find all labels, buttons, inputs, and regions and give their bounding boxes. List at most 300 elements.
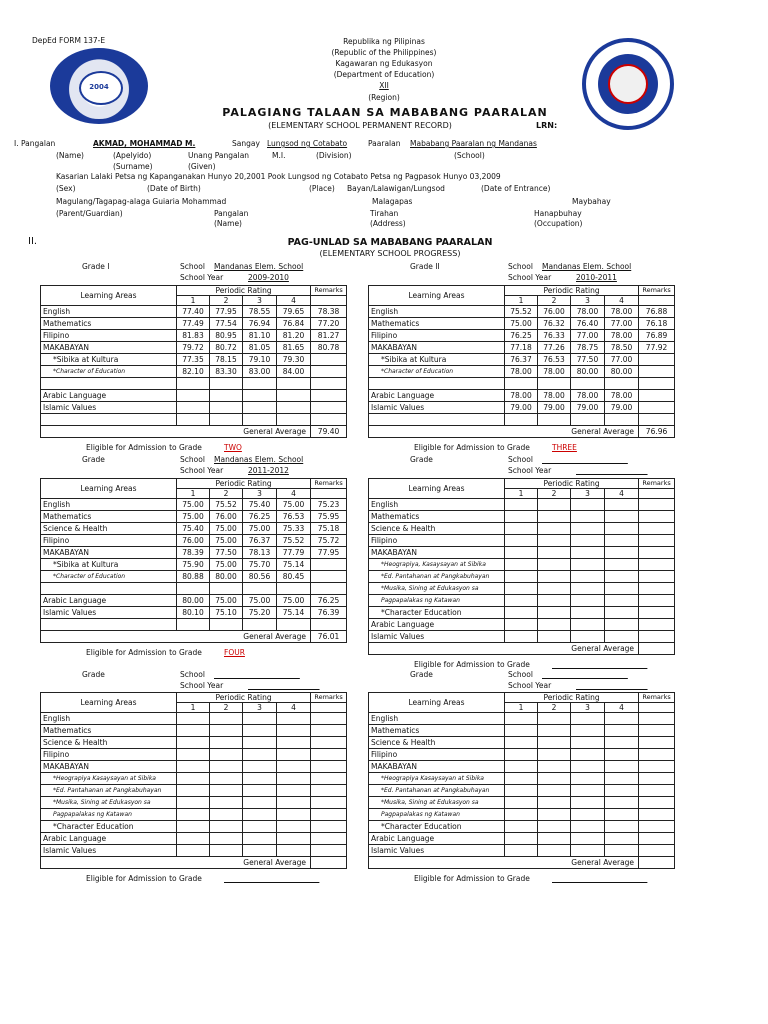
learning-area-cell: *Character Education bbox=[369, 821, 505, 833]
rating-cell bbox=[605, 571, 639, 583]
table-row bbox=[369, 402, 675, 414]
school-label: School bbox=[180, 262, 205, 271]
rating-cell: 75.00 bbox=[243, 523, 277, 535]
table-row bbox=[369, 547, 675, 559]
learning-area-cell: *Sibika at Kultura bbox=[41, 559, 177, 571]
table-row bbox=[369, 713, 675, 725]
learning-areas-header: Learning Areas bbox=[369, 693, 505, 713]
table-row bbox=[41, 785, 347, 797]
rating-cell bbox=[177, 737, 210, 749]
table-row bbox=[41, 773, 347, 785]
rating-cell bbox=[243, 845, 277, 857]
table-row bbox=[41, 390, 347, 402]
rating-cell bbox=[571, 845, 605, 857]
rating-cell: 78.00 bbox=[605, 306, 639, 318]
learning-area-cell: *Character of Education bbox=[41, 571, 177, 583]
rating-cell: 78.13 bbox=[243, 547, 277, 559]
learning-area-cell: MAKABAYAN bbox=[369, 342, 505, 354]
rating-cell: 78.75 bbox=[571, 342, 605, 354]
rating-cell bbox=[243, 773, 277, 785]
rating-cell: 80.10 bbox=[177, 607, 210, 619]
table-row bbox=[369, 761, 675, 773]
rating-cell bbox=[571, 583, 605, 595]
rating-cell: 75.00 bbox=[277, 595, 311, 607]
remarks-cell bbox=[639, 402, 675, 414]
rating-cell bbox=[210, 785, 243, 797]
table-row bbox=[41, 583, 347, 595]
rating-cell: 83.00 bbox=[243, 366, 277, 378]
table-row bbox=[41, 845, 347, 857]
rating-cell bbox=[505, 547, 538, 559]
remarks-cell bbox=[639, 595, 675, 607]
rating-cell: 75.40 bbox=[177, 523, 210, 535]
table-row bbox=[41, 749, 347, 761]
rating-cell: 81.65 bbox=[277, 342, 311, 354]
table-row bbox=[369, 737, 675, 749]
rating-cell bbox=[505, 785, 538, 797]
general-average-row bbox=[41, 857, 347, 869]
surname-caption: (Surname) bbox=[113, 162, 153, 171]
rating-cell bbox=[210, 797, 243, 809]
learning-area-cell: *Ed. Pantahanan at Pangkabuhayan bbox=[369, 785, 505, 797]
table-row bbox=[41, 725, 347, 737]
quarter-header: 3 bbox=[243, 296, 277, 306]
school-caption: (School) bbox=[454, 151, 485, 160]
rating-cell bbox=[571, 713, 605, 725]
remarks-cell: 76.25 bbox=[311, 595, 347, 607]
rating-cell: 77.35 bbox=[177, 354, 210, 366]
rating-cell bbox=[538, 833, 571, 845]
table-row bbox=[41, 306, 347, 318]
remarks-cell bbox=[639, 583, 675, 595]
quarter-header: 1 bbox=[505, 296, 538, 306]
eligible-label: Eligible for Admission to Grade bbox=[414, 874, 530, 883]
learning-area-cell: Pagpapalakas ng Katawan bbox=[41, 809, 177, 821]
remarks-cell: 76.18 bbox=[639, 318, 675, 330]
learning-area-cell: *Sibika at Kultura bbox=[369, 354, 505, 366]
rating-cell bbox=[605, 378, 639, 390]
rating-cell bbox=[505, 631, 538, 643]
rating-cell bbox=[277, 821, 311, 833]
rating-cell bbox=[505, 595, 538, 607]
grade-label: Grade bbox=[410, 455, 433, 464]
general-average-value bbox=[311, 857, 347, 869]
seal-core bbox=[608, 64, 648, 104]
remarks-cell bbox=[639, 499, 675, 511]
rating-cell bbox=[571, 547, 605, 559]
general-average-row bbox=[41, 631, 347, 643]
parent-value: Magulang/Tagapag-alaga Guiaria Mohammad bbox=[56, 197, 227, 206]
rating-cell: 78.55 bbox=[243, 306, 277, 318]
rating-cell bbox=[505, 523, 538, 535]
republic-line: Republika ng Pilipinas bbox=[343, 37, 425, 46]
learning-area-cell bbox=[41, 378, 177, 390]
rating-cell bbox=[538, 414, 571, 426]
remarks-cell: 80.78 bbox=[311, 342, 347, 354]
learning-area-cell: English bbox=[369, 713, 505, 725]
unang-caption: Unang Pangalan bbox=[188, 151, 250, 160]
remarks-cell bbox=[639, 559, 675, 571]
rating-cell: 75.00 bbox=[277, 499, 311, 511]
learning-area-cell: *Heograpiya Kasaysayan at Sibika bbox=[41, 773, 177, 785]
rating-cell bbox=[605, 737, 639, 749]
remarks-cell bbox=[639, 619, 675, 631]
rating-cell bbox=[605, 845, 639, 857]
rating-cell bbox=[277, 761, 311, 773]
remarks-cell bbox=[311, 414, 347, 426]
rating-cell bbox=[243, 713, 277, 725]
rating-cell bbox=[277, 737, 311, 749]
grades-table bbox=[368, 478, 675, 655]
rating-cell: 82.10 bbox=[177, 366, 210, 378]
table-row bbox=[369, 595, 675, 607]
rating-cell: 76.37 bbox=[505, 354, 538, 366]
learning-area-cell: *Ed. Pantahanan at Pangkabuhayan bbox=[369, 571, 505, 583]
rating-cell: 78.00 bbox=[538, 366, 571, 378]
quarter-header: 3 bbox=[571, 296, 605, 306]
learning-area-cell: Filipino bbox=[369, 330, 505, 342]
remarks-cell bbox=[311, 725, 347, 737]
grade-label: Grade bbox=[82, 670, 105, 679]
remarks-cell: 75.95 bbox=[311, 511, 347, 523]
table-row bbox=[369, 306, 675, 318]
table-row bbox=[41, 619, 347, 631]
learning-area-cell: *Heograpiya Kasaysayan at Sibika bbox=[369, 773, 505, 785]
remarks-cell bbox=[639, 511, 675, 523]
quarter-header: 4 bbox=[277, 703, 311, 713]
rating-cell bbox=[505, 821, 538, 833]
rating-cell bbox=[538, 631, 571, 643]
school-year-value bbox=[576, 681, 648, 690]
rating-cell bbox=[177, 619, 210, 631]
quarter-header: 4 bbox=[605, 703, 639, 713]
general-average-row bbox=[369, 857, 675, 869]
quarter-header: 4 bbox=[277, 489, 311, 499]
rating-cell: 77.49 bbox=[177, 318, 210, 330]
rating-cell bbox=[277, 809, 311, 821]
table-row bbox=[369, 797, 675, 809]
rating-cell bbox=[538, 809, 571, 821]
eligible-label: Eligible for Admission to Grade bbox=[414, 660, 530, 669]
rating-cell bbox=[177, 378, 210, 390]
quarter-header: 2 bbox=[210, 703, 243, 713]
table-row bbox=[369, 773, 675, 785]
school-label: School bbox=[508, 670, 533, 679]
learning-area-cell: Filipino bbox=[41, 535, 177, 547]
seal-year: 2004 bbox=[89, 83, 109, 91]
learning-area-cell: *Character of Education bbox=[369, 366, 505, 378]
grades-table bbox=[40, 285, 347, 438]
rating-cell bbox=[605, 595, 639, 607]
table-row bbox=[41, 330, 347, 342]
learning-area-cell: Filipino bbox=[369, 749, 505, 761]
rating-cell: 78.00 bbox=[605, 330, 639, 342]
rating-cell bbox=[571, 619, 605, 631]
address-value: Malagapas bbox=[372, 197, 413, 206]
quarter-header: 3 bbox=[571, 489, 605, 499]
rating-cell bbox=[277, 414, 311, 426]
rating-cell: 81.10 bbox=[243, 330, 277, 342]
form-title: PALAGIANG TALAAN SA MABABANG PAARALAN bbox=[222, 106, 548, 119]
quarter-header: 3 bbox=[243, 489, 277, 499]
rating-cell: 75.00 bbox=[210, 523, 243, 535]
learning-area-cell: MAKABAYAN bbox=[41, 761, 177, 773]
learning-area-cell: English bbox=[41, 713, 177, 725]
remarks-cell: 75.23 bbox=[311, 499, 347, 511]
rating-cell bbox=[243, 378, 277, 390]
deped-seal-logo bbox=[582, 38, 674, 130]
school-label: School bbox=[180, 670, 205, 679]
learning-area-cell: Mathematics bbox=[41, 318, 177, 330]
school-name: Mandanas Elem. School bbox=[214, 455, 304, 464]
learning-area-cell: Pagpapalakas ng Katawan bbox=[369, 809, 505, 821]
rating-cell: 75.33 bbox=[277, 523, 311, 535]
rating-cell bbox=[571, 414, 605, 426]
remarks-cell bbox=[311, 785, 347, 797]
rating-cell bbox=[571, 631, 605, 643]
table-row bbox=[41, 523, 347, 535]
rating-cell bbox=[571, 523, 605, 535]
rating-cell bbox=[210, 749, 243, 761]
general-average-label: General Average bbox=[41, 426, 311, 438]
remarks-cell bbox=[639, 414, 675, 426]
eligible-label: Eligible for Admission to Grade bbox=[86, 443, 202, 452]
remarks-cell bbox=[639, 547, 675, 559]
rating-cell bbox=[538, 571, 571, 583]
rating-cell bbox=[538, 785, 571, 797]
eligible-label: Eligible for Admission to Grade bbox=[86, 874, 202, 883]
rating-cell: 75.14 bbox=[277, 559, 311, 571]
rating-cell bbox=[538, 607, 571, 619]
rating-cell bbox=[538, 761, 571, 773]
learning-area-cell: Arabic Language bbox=[369, 390, 505, 402]
quarter-header: 1 bbox=[505, 489, 538, 499]
rating-cell bbox=[243, 833, 277, 845]
remarks-cell bbox=[639, 761, 675, 773]
rating-cell bbox=[505, 797, 538, 809]
general-average-row bbox=[369, 426, 675, 438]
learning-area-cell: Filipino bbox=[41, 330, 177, 342]
learning-area-cell: Science & Health bbox=[369, 523, 505, 535]
remarks-cell: 78.38 bbox=[311, 306, 347, 318]
table-row bbox=[369, 583, 675, 595]
remarks-cell bbox=[639, 737, 675, 749]
rating-cell: 75.40 bbox=[243, 499, 277, 511]
rating-cell bbox=[605, 523, 639, 535]
rating-cell: 80.00 bbox=[571, 366, 605, 378]
remarks-cell bbox=[639, 607, 675, 619]
rating-cell bbox=[277, 785, 311, 797]
general-average-label: General Average bbox=[369, 857, 639, 869]
rating-cell bbox=[505, 607, 538, 619]
general-average-label: General Average bbox=[41, 631, 311, 643]
occupation-caption: (Occupation) bbox=[534, 219, 583, 228]
rating-cell bbox=[605, 821, 639, 833]
table-row bbox=[41, 414, 347, 426]
rating-cell bbox=[243, 785, 277, 797]
table-row bbox=[369, 342, 675, 354]
rating-cell bbox=[505, 378, 538, 390]
rating-cell: 80.88 bbox=[177, 571, 210, 583]
table-row bbox=[369, 378, 675, 390]
rating-cell: 77.00 bbox=[571, 330, 605, 342]
periodic-rating-header: Periodic Rating bbox=[177, 479, 311, 489]
region-value: XII bbox=[379, 81, 389, 90]
rating-cell bbox=[605, 499, 639, 511]
rating-cell: 75.14 bbox=[277, 607, 311, 619]
rating-cell bbox=[177, 713, 210, 725]
rating-cell bbox=[277, 390, 311, 402]
learning-area-cell: Science & Health bbox=[41, 737, 177, 749]
rating-cell bbox=[277, 845, 311, 857]
apelyido-caption: (Apelyido) bbox=[113, 151, 152, 160]
table-row bbox=[369, 414, 675, 426]
learning-area-cell bbox=[369, 414, 505, 426]
rating-cell bbox=[538, 535, 571, 547]
learning-areas-header: Learning Areas bbox=[41, 286, 177, 306]
rating-cell: 78.50 bbox=[605, 342, 639, 354]
rating-cell bbox=[605, 631, 639, 643]
learning-area-cell: *Character Education bbox=[369, 607, 505, 619]
learning-area-cell: Arabic Language bbox=[41, 595, 177, 607]
rating-cell bbox=[210, 773, 243, 785]
periodic-rating-header: Periodic Rating bbox=[505, 286, 639, 296]
mi-caption: M.I. bbox=[272, 151, 286, 160]
rating-cell bbox=[571, 559, 605, 571]
remarks-cell: 75.18 bbox=[311, 523, 347, 535]
remarks-cell bbox=[311, 773, 347, 785]
rating-cell: 84.00 bbox=[277, 366, 311, 378]
rating-cell bbox=[243, 809, 277, 821]
remarks-cell bbox=[311, 366, 347, 378]
rating-cell: 77.18 bbox=[505, 342, 538, 354]
form-number: DepEd FORM 137-E bbox=[32, 36, 106, 45]
rating-cell bbox=[538, 749, 571, 761]
quarter-header: 3 bbox=[571, 703, 605, 713]
remarks-cell bbox=[639, 378, 675, 390]
periodic-rating-header: Periodic Rating bbox=[505, 693, 639, 703]
remarks-subheader bbox=[311, 703, 347, 713]
table-row bbox=[41, 559, 347, 571]
remarks-cell bbox=[639, 785, 675, 797]
rating-cell bbox=[605, 414, 639, 426]
table-row bbox=[369, 725, 675, 737]
rating-cell: 79.10 bbox=[243, 354, 277, 366]
learning-areas-header: Learning Areas bbox=[41, 479, 177, 499]
rating-cell bbox=[571, 607, 605, 619]
rating-cell bbox=[571, 595, 605, 607]
quarter-header: 2 bbox=[210, 296, 243, 306]
rating-cell: 78.00 bbox=[538, 390, 571, 402]
table-row bbox=[369, 559, 675, 571]
rating-cell bbox=[210, 809, 243, 821]
rating-cell bbox=[605, 547, 639, 559]
rating-cell: 80.45 bbox=[277, 571, 311, 583]
school-year-label: School Year bbox=[180, 681, 224, 690]
remarks-cell bbox=[311, 378, 347, 390]
learning-area-cell: MAKABAYAN bbox=[369, 761, 505, 773]
rating-cell bbox=[538, 845, 571, 857]
rating-cell bbox=[571, 535, 605, 547]
progress-title: PAG-UNLAD SA MABABANG PAARALAN bbox=[287, 237, 493, 248]
learning-area-cell: Arabic Language bbox=[369, 833, 505, 845]
rating-cell bbox=[605, 833, 639, 845]
rating-cell: 77.50 bbox=[571, 354, 605, 366]
rating-cell bbox=[277, 583, 311, 595]
table-row bbox=[41, 318, 347, 330]
section-roman: II. bbox=[28, 236, 38, 247]
rating-cell: 75.90 bbox=[177, 559, 210, 571]
rating-cell bbox=[605, 607, 639, 619]
rating-cell bbox=[505, 737, 538, 749]
occupation-value: Maybahay bbox=[572, 197, 611, 206]
rating-cell: 80.95 bbox=[210, 330, 243, 342]
eligible-label: Eligible for Admission to Grade bbox=[414, 443, 530, 452]
rating-cell bbox=[571, 821, 605, 833]
remarks-cell: 77.92 bbox=[639, 342, 675, 354]
rating-cell bbox=[538, 499, 571, 511]
rating-cell: 75.52 bbox=[277, 535, 311, 547]
quarter-header: 2 bbox=[538, 489, 571, 499]
school-label: School bbox=[508, 455, 533, 464]
table-row bbox=[41, 535, 347, 547]
table-row bbox=[41, 595, 347, 607]
rating-cell bbox=[505, 535, 538, 547]
remarks-cell bbox=[639, 845, 675, 857]
rating-cell bbox=[177, 821, 210, 833]
learning-area-cell: English bbox=[369, 499, 505, 511]
rating-cell bbox=[277, 402, 311, 414]
table-row bbox=[369, 631, 675, 643]
periodic-rating-header: Periodic Rating bbox=[177, 693, 311, 703]
remarks-subheader bbox=[311, 296, 347, 306]
quarter-header: 2 bbox=[538, 296, 571, 306]
rating-cell bbox=[571, 511, 605, 523]
remarks-cell bbox=[311, 583, 347, 595]
department-line: Kagawaran ng Edukasyon bbox=[335, 59, 433, 68]
rating-cell bbox=[243, 821, 277, 833]
learning-area-cell: Filipino bbox=[369, 535, 505, 547]
rating-cell bbox=[243, 761, 277, 773]
eligible-label: Eligible for Admission to Grade bbox=[86, 648, 202, 657]
rating-cell bbox=[571, 378, 605, 390]
rating-cell bbox=[505, 559, 538, 571]
school-year-label: School Year bbox=[180, 273, 224, 282]
rating-cell bbox=[177, 797, 210, 809]
learning-area-cell: MAKABAYAN bbox=[369, 547, 505, 559]
address-caption: (Address) bbox=[370, 219, 406, 228]
rating-cell bbox=[277, 749, 311, 761]
tirahan-caption: Tirahan bbox=[370, 209, 399, 218]
rating-cell bbox=[605, 511, 639, 523]
rating-cell bbox=[571, 737, 605, 749]
learning-area-cell: Islamic Values bbox=[41, 845, 177, 857]
rating-cell bbox=[177, 761, 210, 773]
form-subtitle: (ELEMENTARY SCHOOL PERMANENT RECORD) bbox=[268, 121, 452, 130]
learning-areas-header: Learning Areas bbox=[369, 286, 505, 306]
remarks-cell bbox=[639, 366, 675, 378]
learning-area-cell: *Musika, Sining at Edukasyon sa bbox=[41, 797, 177, 809]
remarks-cell bbox=[311, 713, 347, 725]
quarter-header: 4 bbox=[605, 489, 639, 499]
rating-cell bbox=[243, 725, 277, 737]
rating-cell: 78.15 bbox=[210, 354, 243, 366]
school-name bbox=[214, 670, 314, 679]
school-year-label: School Year bbox=[508, 681, 552, 690]
learning-area-cell: Islamic Values bbox=[369, 402, 505, 414]
rating-cell bbox=[177, 402, 210, 414]
rating-cell bbox=[210, 833, 243, 845]
